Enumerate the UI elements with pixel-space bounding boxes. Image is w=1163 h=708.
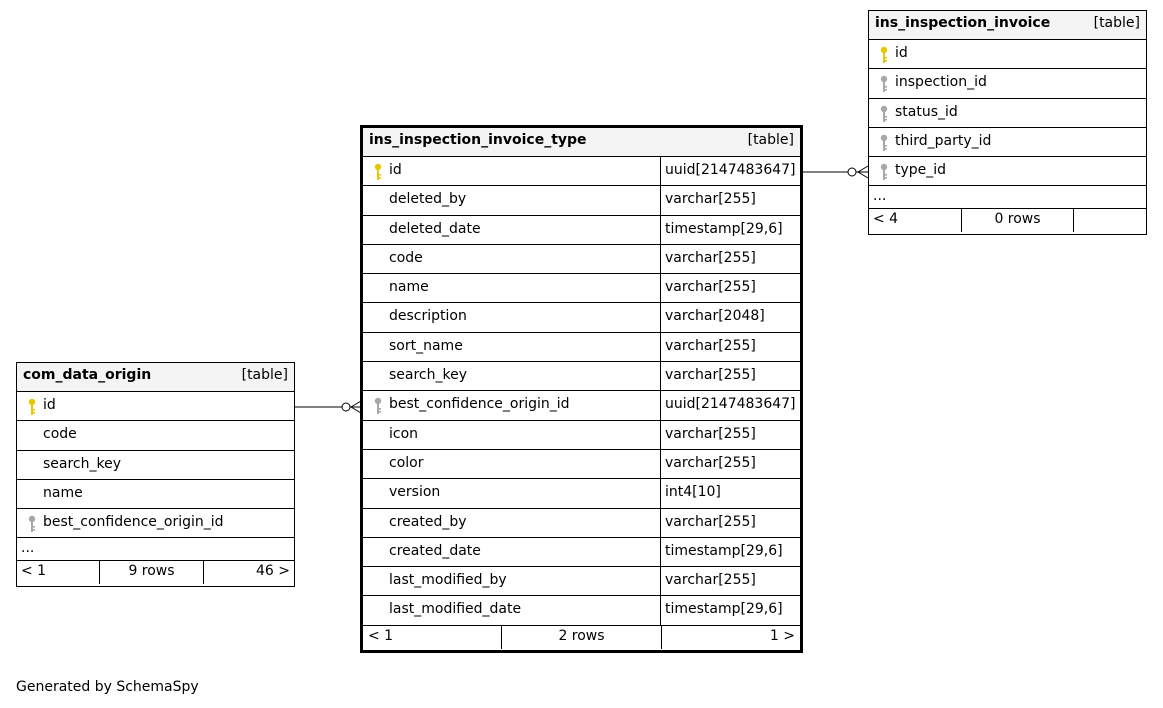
column-name: icon	[389, 425, 419, 442]
column-row[interactable]	[363, 362, 800, 391]
foreign-key-icon	[27, 515, 37, 533]
column-row[interactable]	[869, 69, 1146, 98]
column-name: status_id	[895, 103, 958, 120]
column-name: id	[389, 162, 402, 178]
column-row[interactable]	[363, 596, 800, 625]
primary-key-icon	[27, 398, 37, 416]
column-name: third_party_id	[895, 132, 992, 149]
primary-key-icon	[879, 46, 889, 64]
column-type: varchar[255]	[660, 509, 800, 537]
column-row[interactable]	[17, 421, 294, 450]
column-row[interactable]	[363, 157, 800, 186]
column-name: type_id	[895, 162, 947, 179]
column-type: uuid[2147483647]	[660, 157, 800, 185]
footer-next[interactable]: 46 >	[203, 561, 290, 584]
column-type: varchar[255]	[660, 450, 800, 478]
column-name: version	[389, 484, 441, 501]
column-row[interactable]	[363, 216, 800, 245]
column-name: code	[389, 249, 423, 266]
table-name: ins_inspection_invoice	[875, 15, 1051, 31]
column-row[interactable]	[869, 40, 1146, 69]
column-name: best_confidence_origin_id	[43, 514, 224, 531]
column-type: varchar[2048]	[660, 303, 800, 331]
column-name: code	[43, 426, 77, 443]
primary-key-icon	[373, 163, 383, 181]
column-type: int4[10]	[660, 479, 800, 507]
column-row[interactable]	[363, 245, 800, 274]
column-type: timestamp[29,6]	[660, 596, 800, 624]
column-row[interactable]	[17, 480, 294, 509]
table-header	[363, 128, 800, 157]
column-name: inspection_id	[895, 74, 987, 91]
footer-row-count: 9 rows	[99, 561, 203, 584]
footer-prev[interactable]: < 1	[368, 627, 394, 644]
table-kind: [table]	[1093, 15, 1140, 31]
column-name: deleted_date	[389, 220, 481, 237]
column-row[interactable]	[869, 99, 1146, 128]
column-name: last_modified_by	[389, 572, 507, 589]
table-header	[869, 11, 1146, 40]
footer-next[interactable]: 1 >	[661, 626, 795, 649]
column-name: search_key	[389, 367, 468, 384]
footer-row-count: 2 rows	[501, 626, 661, 649]
column-row[interactable]	[363, 303, 800, 332]
column-type: varchar[255]	[660, 274, 800, 302]
column-row[interactable]	[363, 509, 800, 538]
column-row[interactable]	[363, 333, 800, 362]
column-name: best_confidence_origin_id	[389, 396, 570, 413]
table-name: ins_inspection_invoice_type	[369, 132, 587, 148]
column-row[interactable]	[363, 186, 800, 215]
table-header	[17, 363, 294, 392]
footer-prev[interactable]: < 1	[21, 563, 47, 580]
column-type: uuid[2147483647]	[660, 391, 800, 419]
column-row[interactable]	[17, 392, 294, 421]
table-footer	[363, 626, 800, 649]
foreign-key-icon	[879, 105, 889, 123]
table-ins-inspection-invoice[interactable]	[868, 10, 1147, 235]
column-list	[869, 40, 1146, 186]
column-type: timestamp[29,6]	[660, 538, 800, 566]
column-type: varchar[255]	[660, 567, 800, 595]
column-type: varchar[255]	[660, 362, 800, 390]
foreign-key-icon	[879, 163, 889, 181]
table-name: com_data_origin	[23, 367, 152, 383]
column-row[interactable]	[17, 509, 294, 538]
column-name: name	[43, 484, 83, 501]
column-name: id	[895, 45, 908, 61]
column-row[interactable]	[363, 421, 800, 450]
column-row[interactable]	[363, 450, 800, 479]
column-row[interactable]	[363, 479, 800, 508]
relation-type-to-invoice	[801, 166, 868, 178]
ellipsis-row	[869, 186, 1146, 209]
ellipsis-row	[17, 538, 294, 561]
column-name: sort_name	[389, 337, 463, 354]
table-ins-inspection-invoice-type[interactable]	[360, 125, 803, 653]
table-com-data-origin[interactable]	[16, 362, 295, 587]
column-name: color	[389, 454, 424, 471]
column-row[interactable]	[17, 451, 294, 480]
column-name: last_modified_date	[389, 601, 522, 618]
column-row[interactable]	[363, 538, 800, 567]
column-type: varchar[255]	[660, 186, 800, 214]
column-name: created_date	[389, 542, 481, 559]
footer-next[interactable]	[1073, 209, 1142, 232]
foreign-key-icon	[879, 75, 889, 93]
column-row[interactable]	[363, 391, 800, 420]
column-type: varchar[255]	[660, 333, 800, 361]
column-row[interactable]	[363, 567, 800, 596]
column-name: id	[43, 397, 56, 413]
footer-row-count: 0 rows	[961, 209, 1073, 232]
column-row[interactable]	[869, 128, 1146, 157]
column-name: created_by	[389, 513, 467, 530]
column-type: varchar[255]	[660, 421, 800, 449]
column-name: description	[389, 308, 467, 325]
table-footer	[869, 209, 1146, 232]
table-kind: [table]	[747, 132, 794, 148]
table-footer	[17, 561, 294, 584]
ellipsis: ...	[21, 540, 35, 557]
column-list	[17, 392, 294, 538]
column-type: varchar[255]	[660, 245, 800, 273]
column-name: name	[389, 279, 429, 296]
column-list	[363, 157, 800, 626]
relation-origin-to-type	[295, 401, 361, 413]
table-kind: [table]	[241, 367, 288, 383]
footer-prev[interactable]: < 4	[873, 211, 899, 228]
generated-by-credit: Generated by SchemaSpy	[16, 679, 199, 695]
column-row[interactable]	[869, 157, 1146, 186]
foreign-key-icon	[879, 134, 889, 152]
column-row[interactable]	[363, 274, 800, 303]
ellipsis: ...	[873, 188, 887, 205]
column-name: search_key	[43, 455, 122, 472]
column-name: deleted_by	[389, 191, 467, 208]
column-type: timestamp[29,6]	[660, 216, 800, 244]
foreign-key-icon	[373, 397, 383, 415]
